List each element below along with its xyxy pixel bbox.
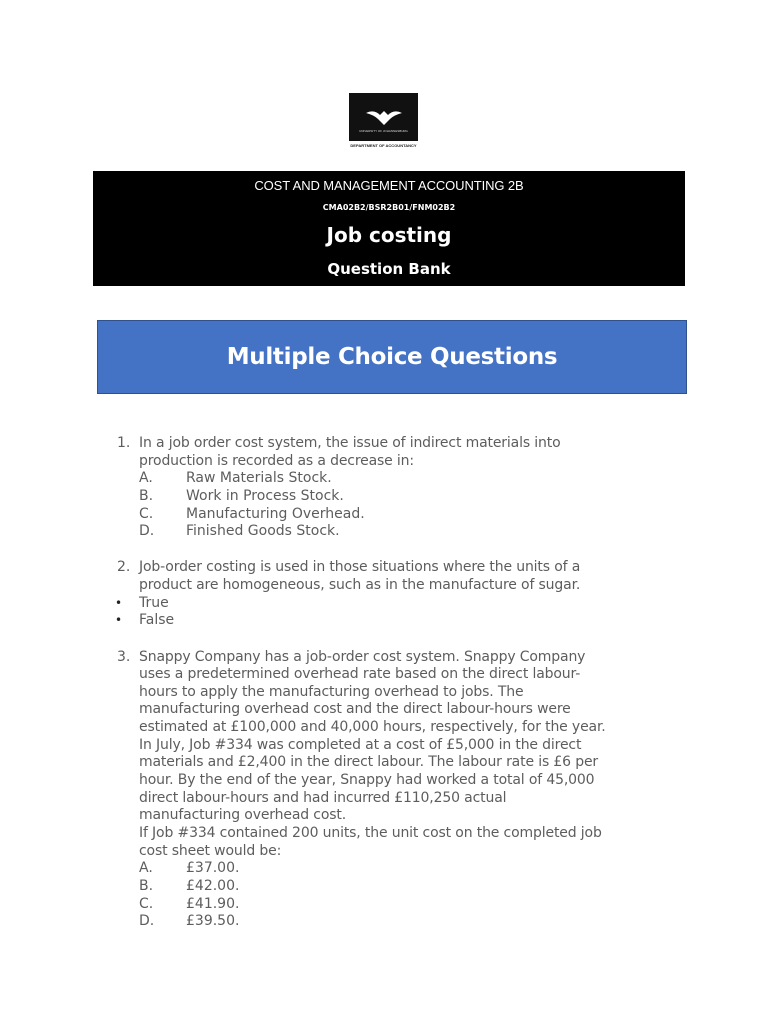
option-letter: D.: [139, 913, 155, 929]
option-letter: C.: [139, 506, 154, 522]
option-text: Work in Process Stock.: [186, 488, 344, 504]
logo-text: UNIVERSITY OF JOHANNESBURG: [359, 129, 408, 133]
university-emblem-icon: [364, 109, 404, 127]
option-text: Finished Goods Stock.: [186, 523, 340, 539]
course-codes: CMA02B2/BSR2B01/FNM02B2: [322, 203, 456, 212]
question-number: 1.: [117, 435, 131, 451]
option-text: £42.00.: [186, 878, 240, 894]
question-text-line: hour. By the end of the year, Snappy had worked a total of 45,000: [139, 772, 595, 788]
question-text-line: product are homogeneous, such as in the manufacture of sugar.: [139, 577, 581, 593]
option-letter: D.: [139, 523, 155, 539]
question-number: 3.: [117, 649, 131, 665]
option-letter: C.: [139, 896, 154, 912]
question-text-line: Job-order costing is used in those situations where the units of a: [139, 559, 581, 575]
document-title: Job costing: [326, 223, 452, 247]
question-text-line: materials and £2,400 in the direct labour. The labour rate is £6 per: [139, 754, 599, 770]
question-text-line: If Job #334 contained 200 units, the unit cost on the completed job: [139, 825, 602, 841]
option-text: £41.90.: [186, 896, 240, 912]
section-heading: Multiple Choice Questions: [226, 344, 558, 370]
option-text: Raw Materials Stock.: [186, 470, 332, 486]
option-text: £39.50.: [186, 913, 240, 929]
question-number: 2.: [117, 559, 131, 575]
question-text-line: cost sheet would be:: [139, 843, 282, 859]
section-heading-box: [97, 320, 687, 394]
option-letter: A.: [139, 860, 153, 876]
question-text-line: Snappy Company has a job-order cost system. Snappy Company: [139, 649, 586, 665]
question-text-line: uses a predetermined overhead rate based on the direct labour-: [139, 666, 581, 682]
title-banner: [93, 171, 685, 286]
answer-choice: False: [139, 612, 175, 628]
university-logo: [349, 93, 418, 141]
question-text-line: In a job order cost system, the issue of indirect materials into: [139, 435, 561, 451]
option-letter: B.: [139, 878, 154, 894]
option-letter: A.: [139, 470, 153, 486]
department-label: DEPARTMENT OF ACCOUNTANCY: [350, 143, 417, 148]
document-subtitle: Question Bank: [327, 260, 451, 278]
question-text-line: In July, Job #334 was completed at a cost of £5,000 in the direct: [139, 737, 582, 753]
question-text-line: hours to apply the manufacturing overhead to jobs. The: [139, 684, 524, 700]
option-text: £37.00.: [186, 860, 240, 876]
question-text-line: manufacturing overhead cost and the direct labour-hours were: [139, 701, 571, 717]
question-text-line: estimated at £100,000 and 40,000 hours, respectively, for the year.: [139, 719, 606, 735]
course-name: COST AND MANAGEMENT ACCOUNTING 2B: [254, 178, 524, 193]
question-text-line: manufacturing overhead cost.: [139, 807, 347, 823]
bullet-icon: •: [115, 596, 123, 610]
option-text: Manufacturing Overhead.: [186, 506, 365, 522]
option-letter: B.: [139, 488, 154, 504]
answer-choice: True: [139, 595, 169, 611]
question-text-line: direct labour-hours and had incurred £110,250 actual: [139, 790, 507, 806]
question-text-line: production is recorded as a decrease in:: [139, 453, 414, 469]
bullet-icon: •: [115, 613, 123, 627]
